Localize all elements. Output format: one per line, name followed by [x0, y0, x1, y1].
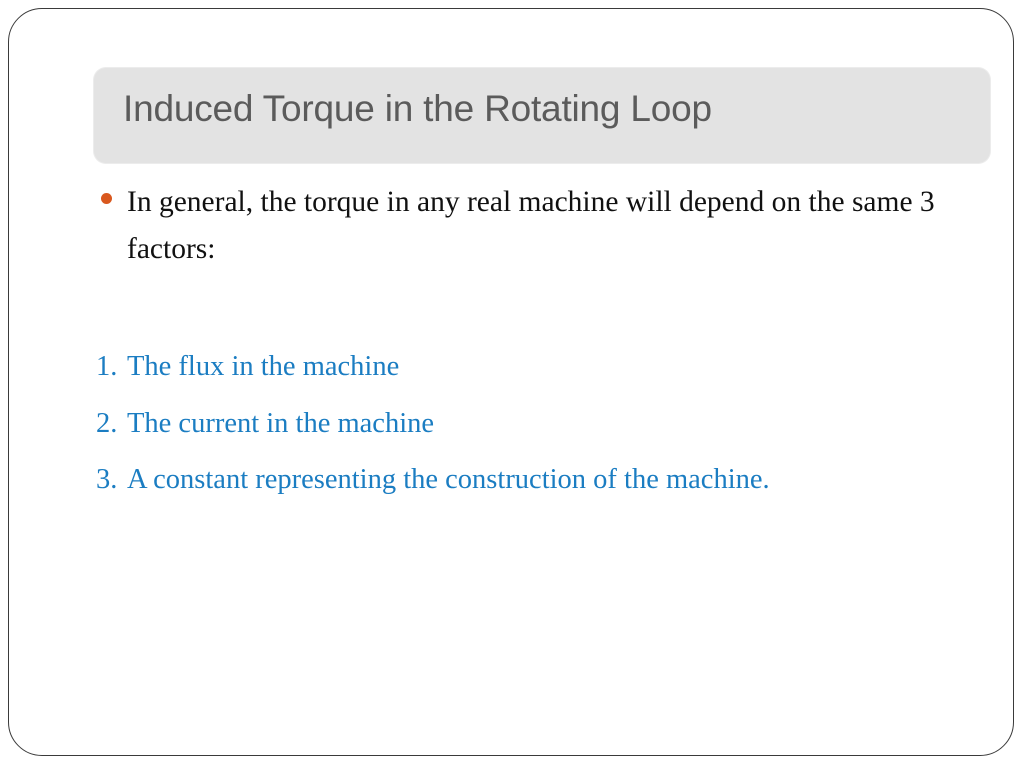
factor-item-1 — [96, 339, 996, 396]
factor-item-3 — [96, 452, 996, 509]
factor-text: The flux in the machine — [127, 351, 400, 382]
slide-title: Induced Torque in the Rotating Loop — [123, 88, 712, 129]
factor-list — [96, 339, 996, 509]
factor-text: A constant representing the construction of the machine. — [127, 464, 770, 495]
factor-number: 2. — [96, 407, 118, 439]
slide-frame — [8, 8, 1014, 756]
factor-item-2 — [96, 396, 996, 453]
title-bar — [94, 68, 990, 163]
factor-number: 3. — [96, 464, 118, 495]
bullet-icon — [101, 193, 112, 204]
factor-text: The current in the machine — [127, 407, 435, 439]
bullet-text: In general, the torque in any real machine will depend on the same 3 factors: — [127, 186, 935, 265]
factor-number: 1. — [96, 351, 118, 382]
